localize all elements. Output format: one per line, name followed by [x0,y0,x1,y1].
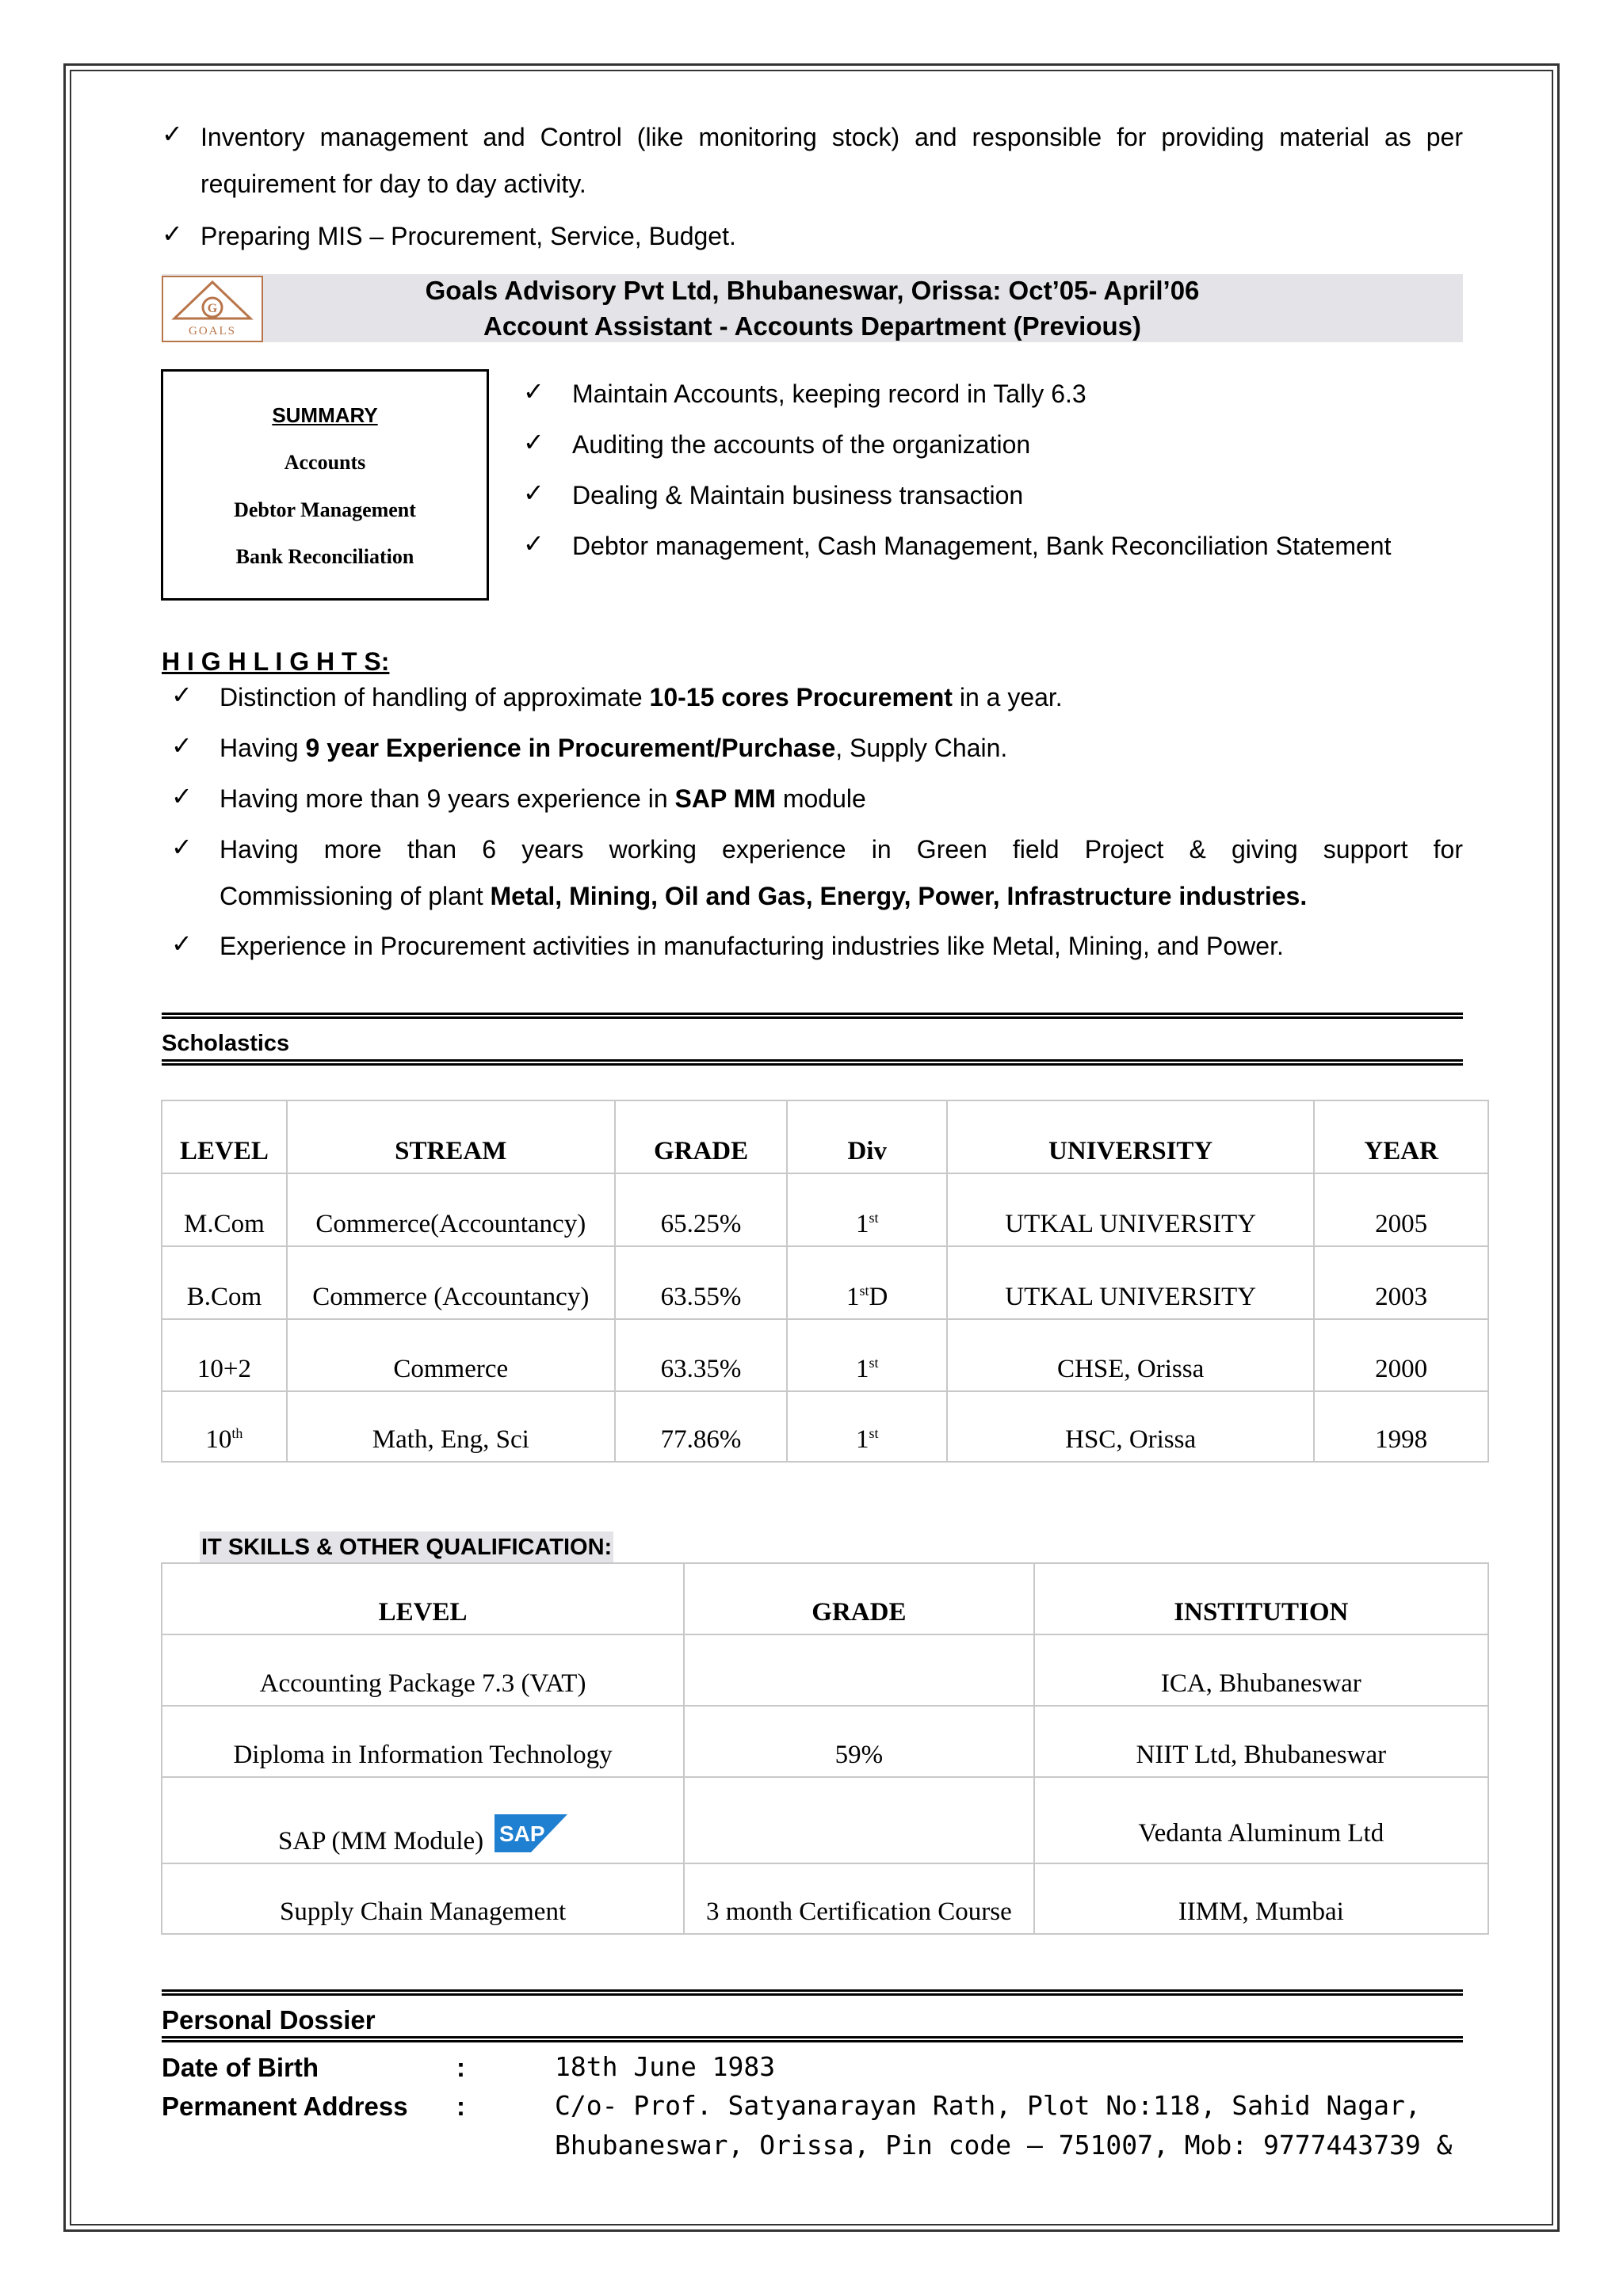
column-header: LEVEL [162,1563,684,1634]
highlight-item-line1: Having more than 6 years working experience in Green field Project & giving support for [220,835,1463,864]
stream-cell: Math, Eng, Sci [287,1391,615,1462]
check-icon: ✓ [523,479,544,507]
table-row [162,1391,1488,1462]
top-bullet-2: Preparing MIS – Procurement, Service, Budget. [200,222,736,250]
it-skills-table [161,1562,1489,1935]
check-icon: ✓ [523,428,544,456]
column-header: YEAR [1314,1100,1488,1173]
div-cell: 1st [787,1391,947,1462]
column-header: STREAM [287,1100,615,1173]
check-icon: ✓ [162,219,183,248]
column-header: GRADE [684,1563,1034,1634]
section-divider [162,2036,1463,2042]
scholastics-title: Scholastics [162,1031,290,1056]
summary-item: Accounts [284,451,366,474]
grade-cell [684,1634,1034,1706]
check-icon: ✓ [523,529,544,558]
it-skills-title: IT SKILLS & OTHER QUALIFICATION: [200,1531,613,1563]
duty-item: Maintain Accounts, keeping record in Tally 6.3 [572,379,1086,408]
summary-item: Debtor Management [234,498,416,521]
dob-value: 18th June 1983 [555,2051,776,2082]
level-cell: 10th [162,1391,287,1462]
table-row [162,1706,1488,1777]
year-cell: 2005 [1314,1173,1488,1246]
sap-logo-icon [495,1814,567,1852]
colon: : [456,2092,465,2121]
highlight-item: Having 9 year Experience in Procurement/Purchase, Supply Chain. [220,734,1008,762]
stream-cell: Commerce [287,1319,615,1391]
level-cell: Supply Chain Management [162,1863,684,1934]
check-icon: ✓ [171,731,193,760]
level-cell: SAP (MM Module) SAP [162,1777,684,1863]
grade-cell: 3 month Certification Course [684,1863,1034,1934]
highlight-item: Experience in Procurement activities in manufacturing industries like Metal, Mining, and Power. [220,932,1284,960]
duty-item: Dealing & Maintain business transaction [572,481,1024,509]
grade-cell: 59% [684,1706,1034,1777]
check-icon: ✓ [171,681,193,709]
institution-cell: NIIT Ltd, Bhubaneswar [1034,1706,1488,1777]
grade-cell: 65.25% [615,1173,788,1246]
summary-title: SUMMARY [272,403,378,427]
top-bullet-1-line1: Inventory management and Control (like monitoring stock) and responsible for providing material as per [200,123,1463,151]
div-cell: 1st [787,1319,947,1391]
column-header: UNIVERSITY [947,1100,1314,1173]
logo-text: GOALS [188,325,237,338]
university-cell: HSC, Orissa [947,1391,1314,1462]
table-row [162,1777,1488,1863]
university-cell: UTKAL UNIVERSITY [947,1246,1314,1319]
check-icon: ✓ [523,377,544,406]
highlights-title: H I G H L I G H T S: [162,647,390,676]
check-icon: ✓ [162,120,183,148]
job-title: Account Assistant - Accounts Department (Previous) [483,311,1142,341]
check-icon: ✓ [171,833,193,861]
duty-item: Debtor management, Cash Management, Bank Reconciliation Statement [572,532,1392,560]
colon: : [456,2053,465,2082]
svg-text:G: G [207,302,218,315]
level-cell: M.Com [162,1173,287,1246]
address-line: C/o- Prof. Satyanarayan Rath, Plot No:118, Sahid Nagar, [555,2090,1421,2121]
section-divider [162,1989,1463,1996]
highlight-item: Distinction of handling of approximate 10-15 cores Procurement in a year. [220,683,1063,711]
table-row [162,1173,1488,1246]
div-cell: 1stD [787,1246,947,1319]
check-icon: ✓ [171,929,193,958]
year-cell: 1998 [1314,1391,1488,1462]
table-row [162,1246,1488,1319]
column-header: INSTITUTION [1034,1563,1488,1634]
check-icon: ✓ [171,782,193,810]
stream-cell: Commerce(Accountancy) [287,1173,615,1246]
university-cell: UTKAL UNIVERSITY [947,1173,1314,1246]
column-header: Div [787,1100,947,1173]
table-header-row [162,1100,1488,1173]
grade-cell: 77.86% [615,1391,788,1462]
level-cell: 10+2 [162,1319,287,1391]
top-bullet-1-line2: requirement for day to day activity. [200,170,586,198]
table-header-row [162,1563,1488,1634]
highlight-item-line2: Commissioning of plant Metal, Mining, Oil and Gas, Energy, Power, Infrastructure industries. [220,882,1308,910]
table-row [162,1634,1488,1706]
table-row [162,1319,1488,1391]
institution-cell: IIMM, Mumbai [1034,1863,1488,1934]
grade-cell [684,1777,1034,1863]
university-cell: CHSE, Orissa [947,1319,1314,1391]
grade-cell: 63.35% [615,1319,788,1391]
address-label: Permanent Address [162,2092,408,2121]
year-cell: 2003 [1314,1246,1488,1319]
year-cell: 2000 [1314,1319,1488,1391]
address-line: Bhubaneswar, Orissa, Pin code – 751007, Mob: 9777443739 & [555,2130,1453,2161]
employer-name: Goals Advisory Pvt Ltd, Bhubaneswar, Orissa: Oct’05- April’06 [425,276,1200,305]
section-divider [162,1059,1463,1066]
div-cell: 1st [787,1173,947,1246]
stream-cell: Commerce (Accountancy) [287,1246,615,1319]
column-header: GRADE [615,1100,788,1173]
summary-box [161,369,489,601]
institution-cell: Vedanta Aluminum Ltd [1034,1777,1488,1863]
level-cell: Accounting Package 7.3 (VAT) [162,1634,684,1706]
scholastics-table [161,1100,1489,1463]
section-divider [162,1013,1463,1019]
summary-item: Bank Reconciliation [235,545,414,568]
svg-text:SAP: SAP [499,1821,545,1846]
table-row [162,1863,1488,1934]
level-cell: B.Com [162,1246,287,1319]
column-header: LEVEL [162,1100,287,1173]
grade-cell: 63.55% [615,1246,788,1319]
dob-label: Date of Birth [162,2053,319,2082]
duty-item: Auditing the accounts of the organization [572,430,1031,459]
personal-title: Personal Dossier [162,2005,376,2035]
institution-cell: ICA, Bhubaneswar [1034,1634,1488,1706]
highlight-item: Having more than 9 years experience in SAP MM module [220,784,866,813]
level-cell: Diploma in Information Technology [162,1706,684,1777]
